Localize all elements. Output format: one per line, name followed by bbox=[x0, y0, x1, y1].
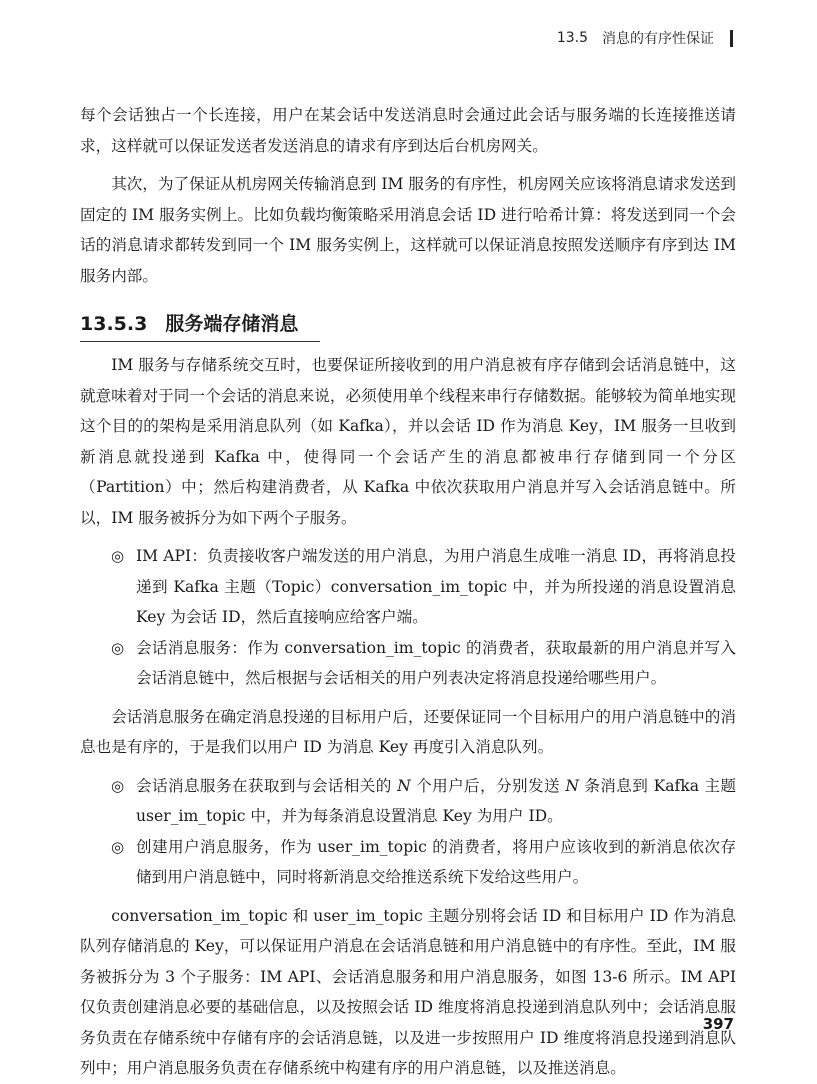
list-item-text: 创建用户消息服务，作为 user_im_topic 的消费者，将用户应该收到的新消息依次存储到用户消息链中，同时将新消息交给推送系统下发给这些用户。 bbox=[136, 837, 736, 886]
paragraph-continued: 每个会话独占一个长连接，用户在某会话中发送消息时会通过此会话与服务端的长连接推送请求，这样就可以保证发送者发送消息的请求有序到达后台机房网关。 bbox=[80, 106, 736, 155]
list-item bbox=[80, 633, 736, 694]
bullet-mark: ◎ bbox=[111, 638, 125, 657]
header-section-number: 13.5 bbox=[556, 30, 588, 46]
bullet-mark: ◎ bbox=[111, 776, 125, 795]
bullet-list bbox=[80, 771, 736, 893]
list-item-text: 会话消息服务在获取到与会话相关的 N 个用户后，分别发送 N 条消息到 Kafka 主题 user_im_topic 中，并为每条消息设置消息 Key 为用户 ID。 bbox=[136, 776, 736, 825]
header-divider-bar bbox=[730, 30, 733, 47]
variable-n: N bbox=[565, 776, 579, 795]
page-body bbox=[80, 100, 736, 1084]
page-number: 397 bbox=[702, 1015, 734, 1033]
list-item-text: IM API：负责接收客户端发送的用户消息，为用户消息生成唯一消息 ID，再将消息投递到 Kafka 主题（Topic）conversation_im_topic 中，并为所投递的消息设置消息 Key 为会话 ID，然后直接响应给客户端。 bbox=[136, 547, 736, 626]
list-item-text: 会话消息服务：作为 conversation_im_topic 的消费者，获取最新的用户消息并写入会话消息链中，然后根据与会话相关的用户列表决定将消息投递给哪些用户。 bbox=[136, 638, 736, 687]
paragraph: IM 服务与存储系统交互时，也要保证所接收到的用户消息被有序存储到会话消息链中，这就意味着对于同一个会话的消息来说，必须使用单个线程来串行存储数据。能够较为简单地实现这个目的的架构是采用消息队列（如 Kafka），并以会话 ID 作为消息 Key，IM 服务一旦收到新消息就投递到 Kafka 中，使得同一个会话产生的消息都被串行存储到同一个分区（Partition）中；然后构建消费者，从 Kafka 中依次获取用户消息并写入会话消息链中。所以，IM 服务被拆分为如下两个子服务。 bbox=[80, 356, 736, 527]
list-item bbox=[80, 771, 736, 832]
paragraph: conversation_im_topic 和 user_im_topic 主题分别将会话 ID 和目标用户 ID 作为消息队列存储消息的 Key，可以保证用户消息在会话消息链和用户消息链中的有序性。至此，IM 服务被拆分为 3 个子服务：IM API、会话消息服务和用户消息服务，如图 13-6 所示。IM API 仅负责创建消息必要的基础信息，以及按照会话 ID 维度将消息投递到消息队列中；会话消息服务负责在存储系统中存储有序的会话消息链，以及进一步按照用户 ID 维度将消息投递到消息队列中；用户消息服务负责在存储系统中构建有序的用户消息链，以及推送消息。 bbox=[80, 906, 736, 1077]
paragraph: 会话消息服务在确定消息投递的目标用户后，还要保证同一个目标用户的用户消息链中的消息也是有序的，于是我们以用户 ID 为消息 Key 再度引入消息队列。 bbox=[80, 707, 736, 756]
variable-n: N bbox=[397, 776, 411, 795]
paragraph: 其次，为了保证从机房网关传输消息到 IM 服务的有序性，机房网关应该将消息请求发送到固定的 IM 服务实例上。比如负载均衡策略采用消息会话 ID 进行哈希计算：将发送到同一个会话的消息请求都转发到同一个 IM 服务实例上，这样就可以保证消息按照发送顺序有序到达 IM 服务内部。 bbox=[80, 175, 736, 285]
bullet-mark: ◎ bbox=[111, 547, 125, 565]
list-item bbox=[80, 541, 736, 633]
bullet-list bbox=[80, 541, 736, 694]
section-number: 13.5.3 bbox=[80, 313, 148, 335]
bullet-mark: ◎ bbox=[111, 837, 125, 856]
section-heading bbox=[80, 309, 320, 342]
running-header bbox=[557, 28, 733, 48]
list-item bbox=[80, 832, 736, 893]
header-section-title: 消息的有序性保证 bbox=[602, 31, 714, 47]
section-title: 服务端存储消息 bbox=[165, 313, 299, 335]
